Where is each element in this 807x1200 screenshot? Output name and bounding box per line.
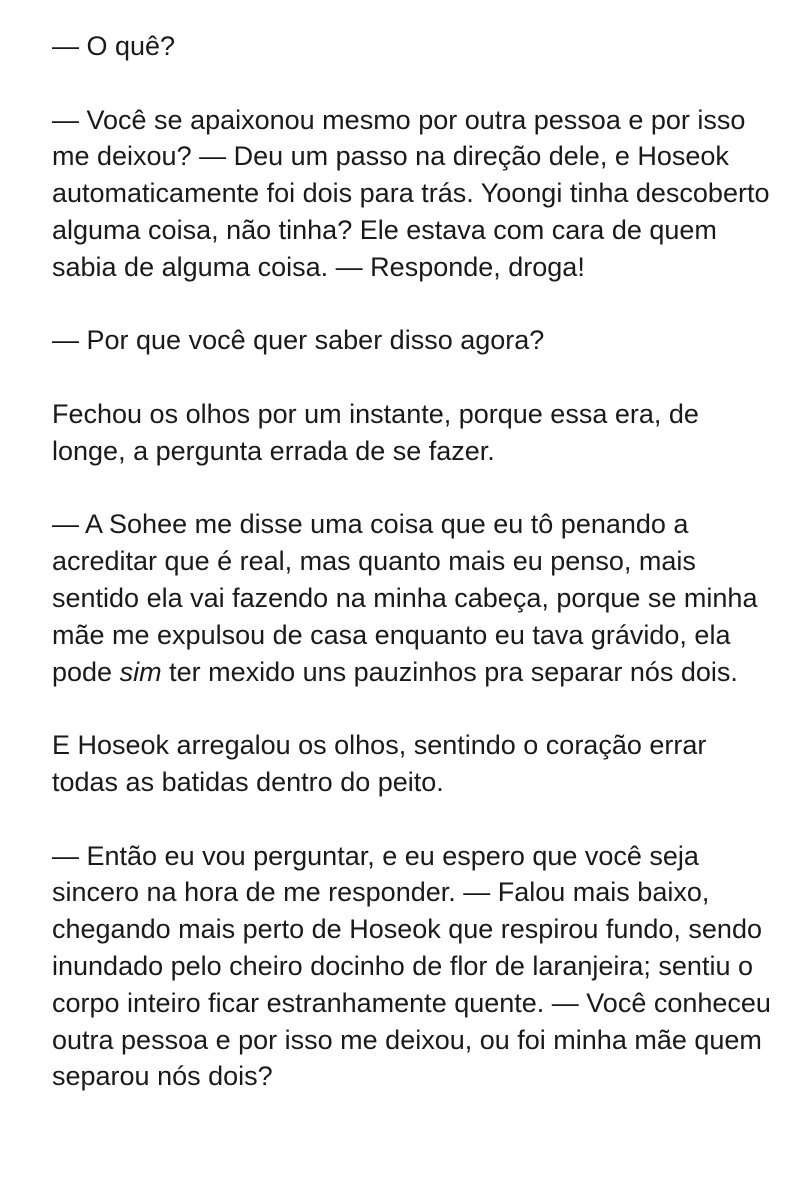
paragraph-2: — Você se apaixonou mesmo por outra pessoa e por isso me deixou? — Deu um passo na direção dele, e Hoseok automaticamente foi dois para trás. Yoongi tinha descoberto alguma coisa, não tinha? Ele estava com cara de quem sabia de alguma coisa. — Responde, droga!: [52, 104, 770, 282]
paragraph-5-emphasis: sim: [119, 656, 162, 687]
paragraph-7: — Então eu vou perguntar, e eu espero que você seja sincero na hora de me responder. — Falou mais baixo, chegando mais perto de Hoseok que respirou fundo, sendo inundado pelo cheiro docinho de flor de laranjeira; sentiu o corpo inteiro ficar estranhamente quente. — Você conheceu outra pessoa e por isso me deixou, ou foi minha mãe quem separou nós dois?: [52, 840, 771, 1092]
paragraph-3: — Por que você quer saber disso agora?: [52, 325, 545, 356]
paragraph-4: Fechou os olhos por um instante, porque essa era, de longe, a pergunta errada de se fazer.: [52, 398, 699, 466]
paragraph-6: E Hoseok arregalou os olhos, sentindo o coração errar todas as batidas dentro do peito.: [52, 730, 707, 797]
paragraph-5-text-before: — A Sohee me disse uma coisa que eu tô penando a acreditar que é real, mas quanto mais eu penso, mais sentido ela vai fazendo na minha cabeça, porque se minha mãe me expulsou de casa enquanto eu tava grávido, ela pode: [52, 509, 758, 687]
paragraph-5-text-after: ter mexido uns pauzinhos pra separar nós dois.: [161, 656, 738, 687]
paragraph-1: — O quê?: [52, 31, 176, 61]
paragraph-5: [52, 506, 773, 690]
